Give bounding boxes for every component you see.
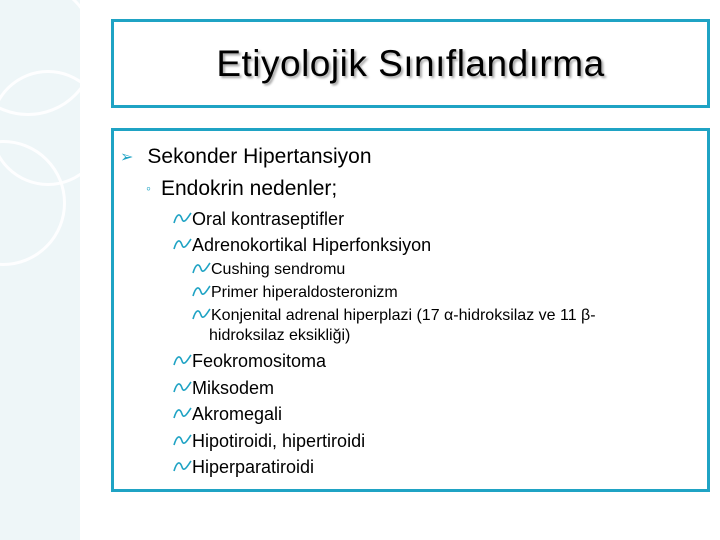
list-item [173, 378, 274, 399]
wave-bullet-icon [173, 237, 192, 251]
sub-list-item-text: Cushing sendromu [211, 261, 346, 278]
content-box [111, 128, 710, 492]
sub-list-item [192, 261, 345, 279]
list-item-text: Adrenokortikal Hiperfonksiyon [192, 235, 432, 255]
list-item-text: Hiperparatiroidi [192, 457, 315, 477]
list-item [173, 431, 365, 452]
list-item-text: Akromegali [192, 404, 283, 424]
list-item-text: Oral kontraseptifler [192, 209, 345, 229]
list-item [173, 209, 344, 230]
title-box [111, 19, 710, 108]
list-item-text: Hipotiroidi, hipertiroidi [192, 431, 366, 451]
wave-bullet-icon [173, 433, 192, 447]
ring-bullet-icon: ◦ [146, 180, 151, 196]
list-item [173, 404, 282, 425]
list-item [173, 235, 431, 256]
sub-list-item [192, 307, 596, 325]
list-item [173, 457, 314, 478]
sub-list-item-text: Konjenital adrenal hiperplazi (17 α-hidroksilaz ve 11 β- [211, 307, 596, 324]
sub-list-item-text: Primer hiperaldosteronizm [211, 284, 398, 301]
arrowhead-bullet-icon: ➢ [120, 149, 134, 166]
wave-bullet-icon [173, 380, 192, 394]
sub-list-item-text: hidroksilaz eksikliği) [209, 327, 351, 344]
decorative-side-panel [0, 0, 80, 540]
list-item-text: Feokromositoma [192, 351, 327, 371]
wave-bullet-icon [173, 459, 192, 473]
wave-bullet-icon [192, 284, 211, 298]
level1-item [120, 145, 372, 169]
sub-list-item [192, 284, 398, 302]
wave-bullet-icon [192, 261, 211, 275]
list-item-text: Miksodem [192, 378, 275, 398]
level2-text: Endokrin nedenler; [160, 177, 338, 200]
level1-text: Sekonder Hipertansiyon [147, 145, 372, 168]
list-item [173, 351, 326, 372]
wave-bullet-icon [173, 353, 192, 367]
wave-bullet-icon [173, 211, 192, 225]
slide-title: Etiyolojik Sınıflandırma [216, 42, 605, 84]
level2-item [146, 177, 337, 201]
sub-list-item-continuation [209, 327, 350, 345]
wave-bullet-icon [192, 307, 211, 321]
wave-bullet-icon [173, 406, 192, 420]
